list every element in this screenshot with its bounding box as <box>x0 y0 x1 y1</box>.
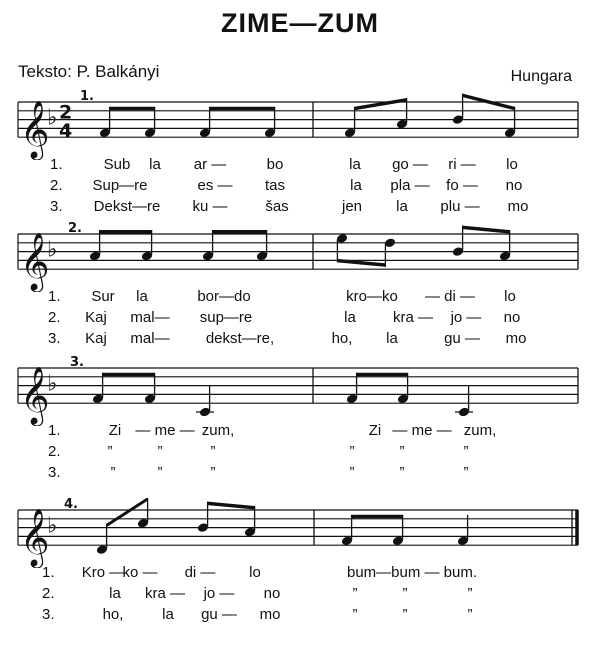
lyric-syllable: jen <box>341 198 363 215</box>
flat-key-signature-icon: ♭ <box>47 513 58 539</box>
lyric-syllable: mal— <box>130 330 170 347</box>
lyric-syllable: ” <box>107 443 113 460</box>
lyric-syllable: bo <box>266 156 284 173</box>
lyric-syllable: ” <box>157 464 163 481</box>
lyric-syllable: la <box>162 606 174 623</box>
lyric-syllable: ” <box>467 606 473 623</box>
phrase-number: 4. <box>64 498 78 512</box>
lyric-syllable: bum—bum — bum. <box>346 564 478 581</box>
lyric-syllable: ho, <box>102 606 124 623</box>
lyric-syllable: dekst—re, <box>205 330 275 347</box>
lyric-syllable: ko — <box>122 564 158 581</box>
lyric-syllable: jo — <box>450 309 482 326</box>
note-beam <box>100 230 152 234</box>
lyric-syllable: pla — <box>390 177 430 194</box>
lyric-syllable: plu — <box>440 198 480 215</box>
note-beam <box>210 107 275 111</box>
lyric-verse-2 <box>0 443 600 465</box>
lyric-syllable: Dekst—re <box>93 198 161 215</box>
staff-2 <box>0 222 600 292</box>
lyric-syllable: mo <box>259 606 281 623</box>
lyric-syllable: ” <box>349 443 355 460</box>
lyric-syllable: mal— <box>130 309 170 326</box>
note-beam <box>208 502 255 510</box>
lyric-syllable: la <box>136 288 148 305</box>
lyric-syllable: — di — <box>424 288 476 305</box>
lyric-syllable: no <box>505 177 523 194</box>
treble-clef-icon: 𝄞 <box>20 232 50 291</box>
staff-1 <box>0 90 600 160</box>
lyric-syllable: fo — <box>446 177 478 194</box>
lyric-verse-2 <box>0 309 600 331</box>
lyric-syllable: ” <box>399 443 405 460</box>
lyric-syllable: gu — <box>201 606 237 623</box>
lyric-syllable: ” <box>210 443 216 460</box>
lyric-syllable: jo — <box>203 585 235 602</box>
lyric-verse-3 <box>0 606 600 628</box>
lyric-syllable: la <box>149 156 161 173</box>
lyric-verse-3 <box>0 464 600 486</box>
lyric-syllable: ” <box>349 464 355 481</box>
verse-number: 1. <box>48 422 61 439</box>
song-title: ZIME—ZUM <box>221 8 379 38</box>
lyric-syllable: Kaj <box>85 330 107 347</box>
lyric-syllable: šas <box>265 198 289 215</box>
lyric-syllable: ar — <box>193 156 227 173</box>
flat-key-signature-icon: ♭ <box>47 105 58 131</box>
lyric-syllable: tas <box>264 177 286 194</box>
verse-number: 3. <box>50 198 63 215</box>
lyric-syllable: ” <box>402 606 408 623</box>
lyric-syllable: ” <box>157 443 163 460</box>
verse-number: 1. <box>42 564 55 581</box>
lyric-verse-2 <box>0 177 600 199</box>
verse-number: 3. <box>42 606 55 623</box>
lyricist-credit: Teksto: P. Balkányi <box>18 62 160 81</box>
lyric-verse-3 <box>0 330 600 352</box>
lyric-syllable: Sur <box>91 288 115 305</box>
lyric-syllable: la <box>350 177 362 194</box>
lyric-verse-1 <box>0 564 600 586</box>
verse-number: 2. <box>50 177 63 194</box>
treble-clef-icon: 𝄞 <box>20 100 50 159</box>
lyric-syllable: no <box>263 585 281 602</box>
phrase-number: 1. <box>80 90 94 104</box>
time-signature-upper: 2 <box>59 101 73 124</box>
lyric-syllable: zum, <box>201 422 235 439</box>
note-beam <box>355 98 407 110</box>
verse-number: 3. <box>48 330 61 347</box>
lyric-verse-1 <box>0 422 600 444</box>
lyric-syllable: ho, <box>331 330 353 347</box>
song-origin: Hungara <box>510 68 572 85</box>
lyric-syllable: Kaj <box>85 309 107 326</box>
note-beam <box>357 373 408 377</box>
verse-number: 2. <box>42 585 55 602</box>
lyric-syllable: ri — <box>448 156 476 173</box>
treble-clef-icon: 𝄞 <box>20 508 50 567</box>
time-signature-lower: 4 <box>59 120 73 143</box>
lyric-verse-1 <box>0 156 600 178</box>
lyric-syllable: ” <box>110 464 116 481</box>
lyric-syllable: go — <box>392 156 428 173</box>
lyric-syllable: ” <box>463 464 469 481</box>
note-beam <box>213 230 267 234</box>
lyric-syllable: bor—do <box>197 288 251 305</box>
lyric-syllable: Sup—re <box>92 177 148 194</box>
lyric-verse-3 <box>0 198 600 220</box>
treble-clef-icon: 𝄞 <box>20 366 50 425</box>
lyric-syllable: kra — <box>144 585 186 602</box>
lyric-syllable: la <box>396 198 408 215</box>
note-beam <box>463 226 510 234</box>
flat-key-signature-icon: ♭ <box>47 371 58 397</box>
lyric-syllable: ” <box>402 585 408 602</box>
phrase-number: 2. <box>68 222 82 236</box>
lyric-syllable: Zi <box>368 422 382 439</box>
lyric-syllable: mo <box>507 198 529 215</box>
verse-number: 1. <box>50 156 63 173</box>
lyric-syllable: di — <box>184 564 216 581</box>
verse-number: 3. <box>48 464 61 481</box>
lyric-syllable: la <box>109 585 121 602</box>
lyric-syllable: — me — <box>135 422 195 439</box>
lyric-syllable: kro—ko <box>346 288 398 305</box>
verse-number: 1. <box>48 288 61 305</box>
lyric-syllable: Zi <box>108 422 122 439</box>
lyric-syllable: es — <box>197 177 233 194</box>
staff-4 <box>0 498 600 568</box>
lyric-syllable: ” <box>210 464 216 481</box>
lyric-syllable: ” <box>467 585 473 602</box>
note-beam <box>352 515 403 519</box>
lyric-syllable: la <box>344 309 356 326</box>
lyric-syllable: ” <box>399 464 405 481</box>
staff-3 <box>0 356 600 426</box>
lyric-syllable: zum, <box>463 422 497 439</box>
lyric-syllable: sup—re <box>199 309 253 326</box>
lyric-verse-1 <box>0 288 600 310</box>
lyric-syllable: ” <box>463 443 469 460</box>
note-beam <box>110 107 155 111</box>
note-beam <box>103 373 155 377</box>
lyric-verse-2 <box>0 585 600 607</box>
verse-number: 2. <box>48 309 61 326</box>
flat-key-signature-icon: ♭ <box>47 237 58 263</box>
verse-number: 2. <box>48 443 61 460</box>
lyric-syllable: la <box>386 330 398 347</box>
lyric-syllable: ku — <box>192 198 228 215</box>
lyric-syllable: mo <box>505 330 527 347</box>
lyric-syllable: Sub <box>103 156 131 173</box>
lyric-syllable: kra — <box>392 309 434 326</box>
lyric-syllable: Kro — <box>81 564 125 581</box>
phrase-number: 3. <box>70 356 84 370</box>
lyric-syllable: lo <box>506 156 518 173</box>
lyric-syllable: gu — <box>444 330 480 347</box>
lyric-syllable: lo <box>504 288 516 305</box>
lyric-syllable: lo <box>249 564 261 581</box>
lyric-syllable: ” <box>352 585 358 602</box>
lyric-syllable: no <box>503 309 521 326</box>
lyric-syllable: ” <box>352 606 358 623</box>
lyric-syllable: — me — <box>392 422 452 439</box>
lyric-syllable: la <box>349 156 361 173</box>
